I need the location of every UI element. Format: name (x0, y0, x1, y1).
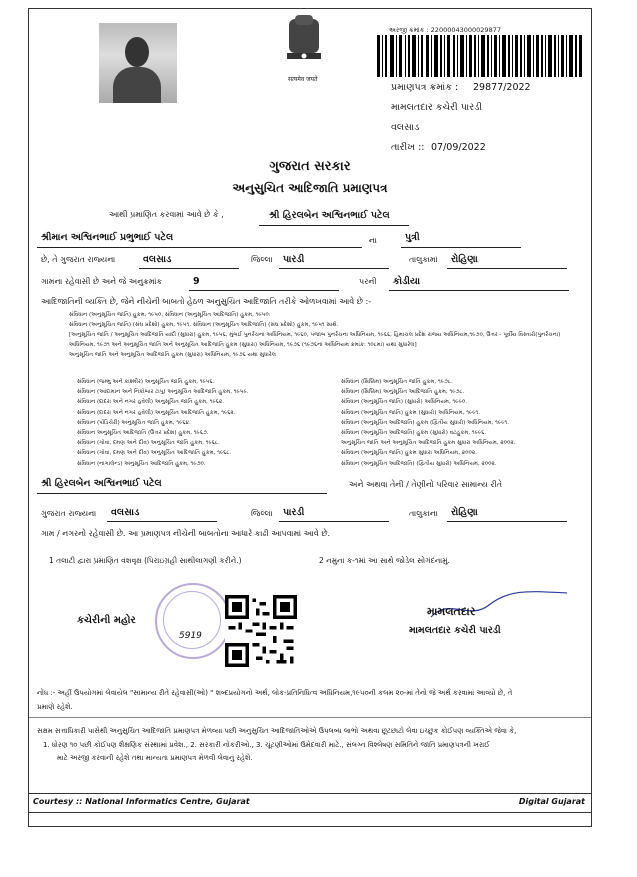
state-text-2: ગુજરાત રાજ્યના (41, 509, 97, 518)
applicant-photo (99, 23, 177, 103)
certificate-document (28, 8, 592, 827)
order-item: સંવિધાન (અનુસૂચિત જાતિ) (સંઘ પ્રદેશો) હુકમ, ૧૯૫૧, સંવિધાન (અનુસૂચિત આદિજાતિ) (સંઘ પ્રદેશો) હુકમ, ૧૯૫૧ સાથે. (69, 322, 339, 328)
footer-brand: Digital Gujarat (518, 797, 585, 806)
state-text: છે, તે ગુજરાત રાજ્યના (41, 255, 116, 264)
signer-office: મામલતદાર કચેરી પારડી (409, 625, 501, 636)
order-item: અનુસૂચિત જાતિ અને અનુસૂચિત આદિજાતિ હુકમ સુધારા અધિનિયમ, ૨૦૦૨. (341, 440, 516, 447)
district-label-2: જિલ્લા (251, 509, 273, 518)
par-label: પરની (359, 277, 377, 286)
certificate-title: અનુસુચિત આદિજાતિ પ્રમાણપત્ર (232, 181, 388, 195)
basis-item-2: 2 નમુના ક-૧માં આ સાથે જોડેલ સોગંદનામું. (319, 556, 450, 565)
order-item: સંવિધાન (દાદરા અને નગર હવેલી) અનુસૂચિત આદિજાતિ હુકમ, ૧૯૬૨. (77, 409, 236, 416)
order-item: સંવિધાન (અનુસૂચિત જાતિ) હુકમ સુધારા અધિનિયમ, ૨૦૦૨. (341, 450, 477, 457)
taluka-label: તાલુકામાં (409, 255, 438, 264)
village-resident-text: ગામના રહેવાસી છે અને જે અનુક્રમાંક (41, 277, 163, 286)
order-item: સંવિધાન અનુસૂચિત આદિજાતિ (ઉત્તર પ્રદેશ) હુકમ, ૧૯૬૭. (77, 430, 209, 436)
benefits-intro: સક્ષમ સત્તાધિકારી પાસેથી અનુસુચિત આદિજાતિ પ્રમાણપત્ર મેળવ્યા પછી અનુસુચિત આદિજાતિઓએ ઉપલબ્ધ લાભો અથવા છૂટછાટો લેવા ઇચ્છુક કોઈપણ વ્યક્તિએ જેવા કે, (37, 727, 517, 735)
order-item: સંવિધાન (અનુસૂચિત જાતિ) હુકમ, ૧૯૫૦, સંવિધાન (અનુસૂચિત આદિજાતિ) હુકમ, ૧૯૫૦: (69, 312, 271, 318)
tribe-text: આદિજાતિની વ્યક્તિ છે, જેને નીચેની બાબતો હેઠળ અનુસુચિત આદિજાતિ તરીકે ઓળખવામાં આવે છે :- (41, 297, 372, 306)
order-item: સંવિધાન (અનુસૂચિત આદિજાતિ) હુકમ (દ્વિતીય સુધારો) અધિનિયમ, ૧૯૯૧. (341, 419, 510, 426)
order-item: સંવિધાન (પોંડિચેરી) અનુસૂચિત જાતિ હુકમ, ૧૯૬૪. (77, 419, 191, 426)
barcode (377, 35, 582, 77)
taluka-2: પારડી (283, 507, 305, 518)
issuing-office: મામલતદાર કચેરી પારડી (391, 102, 483, 113)
seal-code: 5919 (179, 631, 202, 641)
cert-number: 29877/2022 (473, 82, 531, 93)
signer-title: મામલતદાર (427, 605, 476, 618)
serial-number: 9 (193, 276, 200, 287)
holder-name-repeat: શ્રી હિરલબેન અશ્વિનભાઈ પટેલ (41, 478, 162, 489)
note-continued: પ્રમાણે રહેશે. (37, 703, 73, 711)
date-label: તારીખ :: (391, 142, 425, 153)
order-item: સંવિધાન (આંદામાન અને નિકોબાર ટાપુ) અનુસૂચિત આદિજાતિ હુકમ, ૧૯૫૯. (77, 389, 249, 396)
village: રોહિણા (451, 254, 478, 265)
taluka-label-2: તાલુકાના (409, 509, 438, 518)
order-item: સંવિધાન (અનુસૂચિત જાતિ) હુકમ (સુધારો) અધિનિયમ, ૧૯૯૧. (341, 409, 481, 416)
order-item: સંવિધાન (ગોવા, દમણ અને દીવ) અનુસૂચિત જાતિ હુકમ, ૧૯૬૮. (77, 440, 220, 447)
district-label: જિલ્લા (251, 255, 273, 264)
village-2: રોહિણા (451, 507, 478, 518)
footer-bar (29, 793, 591, 813)
order-item: અનુસૂચિત જાતિ અને અનુસૂચિત આદિજાતિ હુકમ (સુધારા) અધિનિયમ, ૧૯૭૬ યથા સુધારેલ (69, 352, 276, 358)
cert-number-label: પ્રમાણપત્ર ક્રમાંક : (391, 82, 459, 93)
order-item: [અનુસૂચિત જાતિ / અનુસૂચિત આદિજાતિ યાદી (સુધારા) હુકમ, ૧૯૫૬, મુંબઈ પુનર્રચના અધિનિયમ, ૧૯૬૦, પંજાબ પુનર્રચના અધિનિયમ, ૧૯૬૬, હિમાચલ પ્રદેશ રાજ્ય અધિનિયમ,૧૯૭૦, ઉત્તર - પૂર્વીય વિસ્તારો(પુનર્રચના) (69, 332, 561, 338)
order-item: સંવિધાન (અનુસૂચિત આદિજાતિ) (દ્વિતીય સુધારો) અધિનિયમ, ૨૦૦૨. (341, 460, 497, 467)
footer-courtesy: Courtesy :: National Informatics Centre, Gujarat (33, 797, 250, 806)
district-2: વલસાડ (111, 507, 140, 518)
order-item: સંવિધાન (અનુસૂચિત જાતિ) (સુધારો) અધિનિયમ, ૧૯૯૦. (341, 399, 468, 406)
order-item: સંવિધાન (સિક્કિમ) અનુસૂચિત જાતિ હુકમ, ૧૯૭૮. (341, 379, 453, 385)
application-number: અરજી ક્રમાંક : 22000043000029877 (389, 26, 501, 34)
emblem-motto: सत्यमेव जयते (288, 76, 318, 83)
father-name: શ્રીમાન અશ્વિનભાઈ પ્રભુભાઈ પટેલ (41, 232, 174, 243)
issue-date: 07/09/2022 (431, 142, 486, 153)
order-item: સંવિધાન (સિક્કિમ) અનુસૂચિત આદિજાતિ હુકમ, ૧૯૭૮. (341, 389, 465, 396)
national-emblem-icon (281, 15, 327, 75)
tribe-name: કોડીયા (393, 276, 421, 287)
order-item: સંવિધાન (દાદરા અને નગર હવેલી) અનુસૂચિત જાતિ હુકમ, ૧૯૬૨. (77, 399, 224, 406)
district: વલસાડ (143, 254, 172, 265)
order-item: સંવિધાન (નાગાલેન્ડ) અનુસૂચિત આદિજાતિ હુકમ, ૧૯૭૦. (77, 460, 206, 467)
family-text: અને અથવા તેની / તેણીનો પરિવાર સામાન્ય રીતે (349, 480, 503, 489)
benefits-line-2: માટે અરજી કરવાની રહેશે તથા માન્યતા પ્રમાણપત્ર મેળવી લેવાનું રહેશે. (57, 754, 253, 762)
benefits-line-1: 1. ધોરણ ૧૦ પછી કોઈપણ શૈક્ષણિક સંસ્થામાં પ્રવેશ., 2. સરકારી નોકરીઓ., 3. ચૂંટણીઓમાં ઉમેદવારી માટે., સંલગ્ન વિશ્લેષણ સમિતિને જાતિ પ્રમાણપત્રની ખરાઈ (43, 741, 490, 749)
order-item: સંવિધાન (અનુસૂચિત આદિજાતિ) હુકમ (સુધારો) વટહુકમ, ૧૯૯૬. (341, 430, 487, 436)
qr-code (225, 595, 297, 667)
relation: પુત્રી (405, 232, 420, 243)
basis-item-1: 1 તલાટી દ્વારા પ્રમાણિત વંશવૃક્ષ (પિરાઇગ્રહી સાથીલાગણી કરીને.) (49, 556, 242, 565)
holder-name: શ્રી હિરલબેન અશ્વિનભાઈ પટેલ (269, 210, 390, 221)
order-item: અધિનિયમ, ૧૯૭૧ અને અનુસૂચિત જાતિ અને અનુસૂચિત આદિજાતિ હુકમ (સુધારા) અધિનિયમ, ૧૯૭૬ (૧૯૭૬ના અધિનિયમ ક્રમાંક: ૧૦૮માં) યથા સુધારેલ] (69, 342, 417, 348)
note-text: નોંધ :- અહીં ઉપયોગમાં લેવાયેલ "સામાન્ય રીતે રહેવાસી(ઓ) " શબ્દપ્રયોગનો અર્થ, લોક-પ્રતિનિધિત્વ અધિનિયમ,૧૯૫૦ની કલમ ૨૦-માં તેનો જે અર્થ કરવામાં આવ્યો છે, તે (37, 689, 513, 697)
resident-text-2: ગામ / નગરનો રહેવાસી છે. આ પ્રમાણપત્ર નીચેની બાબતોના આધારે કાઢી આપવામાં આવે છે. (41, 529, 331, 538)
relation-label: ના (369, 236, 377, 245)
taluka: પારડી (283, 254, 305, 265)
office-seal-label: કચેરીની મહોર (77, 615, 136, 626)
order-item: સંવિધાન (ગોવા, દમણ અને દીવ) અનુસૂચિત આદિજાતિ હુકમ, ૧૯૬૮. (77, 450, 232, 457)
government-title: ગુજરાત સરકાર (269, 159, 351, 174)
order-item: સંવિધાન (જમ્મુ અને કાશ્મીર) અનુસૂચિત જાતિ હુકમ, ૧૯૫૬. (77, 379, 215, 385)
issuing-district: વલસાડ (391, 122, 420, 133)
certify-text: આથી પ્રમાણિત કરવામાં આવે છે કે , (109, 210, 224, 219)
